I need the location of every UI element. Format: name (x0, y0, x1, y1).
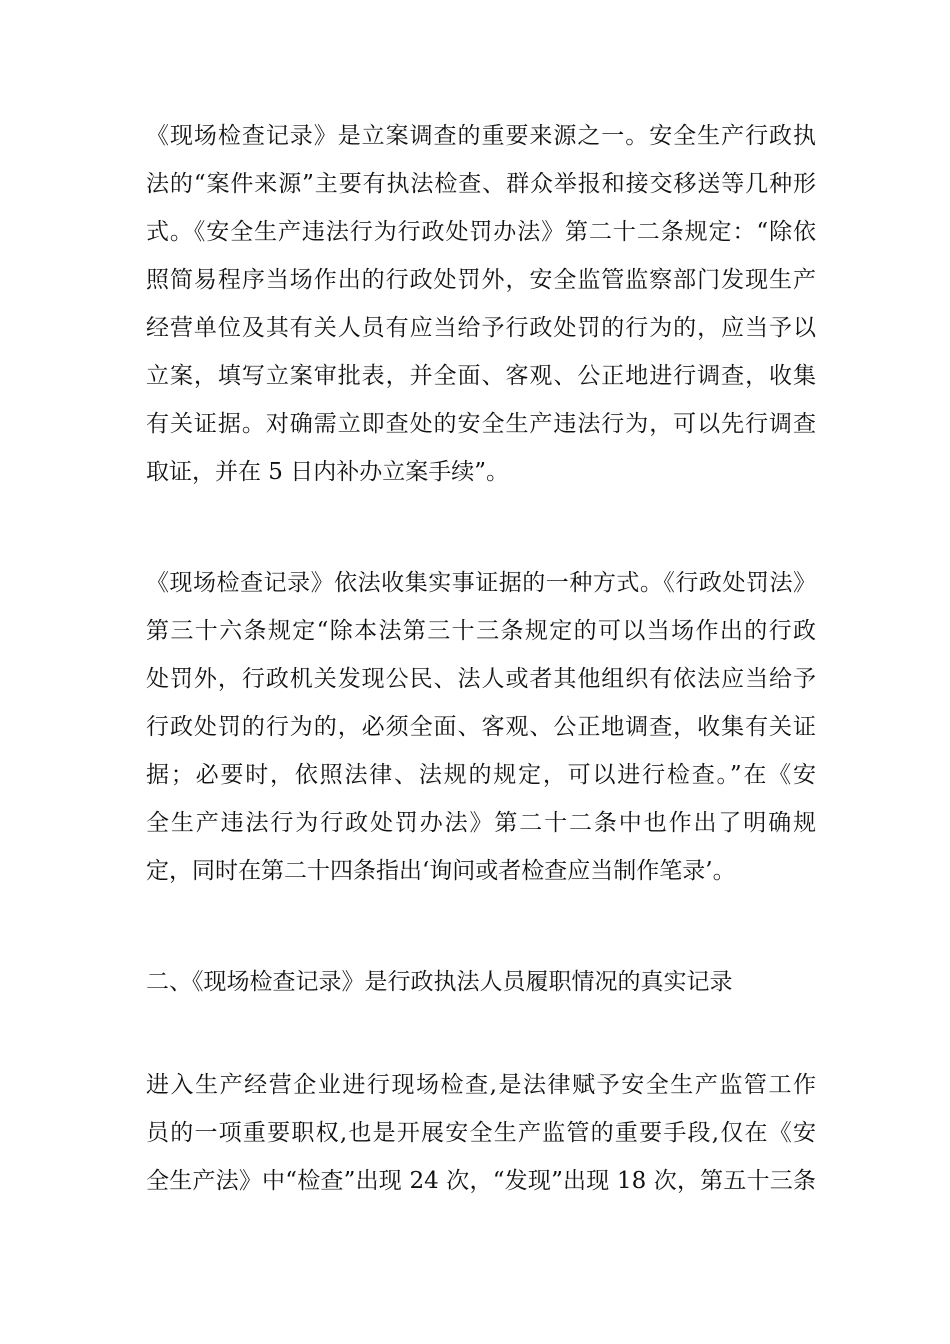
paragraph-line: 全生产违法行为行政处罚办法》第二十二条中也作出了明确规 (146, 810, 816, 836)
paragraph-line: 第三十六条规定“除本法第三十三条规定的可以当场作出的行政 (146, 618, 816, 644)
section-heading (146, 958, 816, 1006)
paragraph-line: 立案，填写立案审批表，并全面、客观、公正地进行调查，收集 (146, 363, 816, 389)
paragraph-line: 照简易程序当场作出的行政处罚外，安全监管监察部门发现生产 (146, 267, 816, 293)
paragraph-line: 《现场检查记录》是立案调查的重要来源之一。安全生产行政执 (146, 123, 816, 149)
section-heading-text: 二、《现场检查记录》是行政执法人员履职情况的真实记录 (146, 969, 733, 995)
paragraph-line: 有关证据。对确需立即查处的安全生产违法行为，可以先行调查 (146, 411, 816, 437)
paragraph-line: 进入生产经营企业进行现场检查,是法律赋予安全生产监管工作 (146, 1072, 816, 1098)
paragraph-line: 行政处罚的行为的，必须全面、客观、公正地调查，收集有关证 (146, 714, 816, 740)
paragraph-line: 《现场检查记录》依法收集实事证据的一种方式。《行政处罚法》 (146, 570, 816, 596)
paragraph-line: 经营单位及其有关人员有应当给予行政处罚的行为的，应当予以 (146, 315, 816, 341)
paragraph-line: 法的“案件来源”主要有执法检查、群众举报和接交移送等几种形 (146, 171, 816, 197)
paragraph-line: 处罚外，行政机关发现公民、法人或者其他组织有依法应当给予 (146, 666, 816, 692)
paragraph-line: 全生产法》中“检查”出现 24 次，“发现”出现 18 次，第五十三条 (146, 1168, 816, 1194)
paragraph-line: 定，同时在第二十四条指出‘询问或者检查应当制作笔录’。 (146, 858, 736, 884)
paragraph-line: 据；必要时，依照法律、法规的规定，可以进行检查。”在《安 (146, 762, 816, 788)
paragraph-1 (146, 112, 816, 496)
paragraph-3 (146, 1061, 816, 1205)
paragraph-2 (146, 559, 816, 895)
paragraph-line: 员的一项重要职权,也是开展安全生产监管的重要手段,仅在《安 (146, 1120, 816, 1146)
paragraph-line: 取证，并在 5 日内补办立案手续”。 (146, 459, 510, 485)
paragraph-line: 式。《安全生产违法行为行政处罚办法》第二十二条规定：“除依 (146, 219, 816, 245)
